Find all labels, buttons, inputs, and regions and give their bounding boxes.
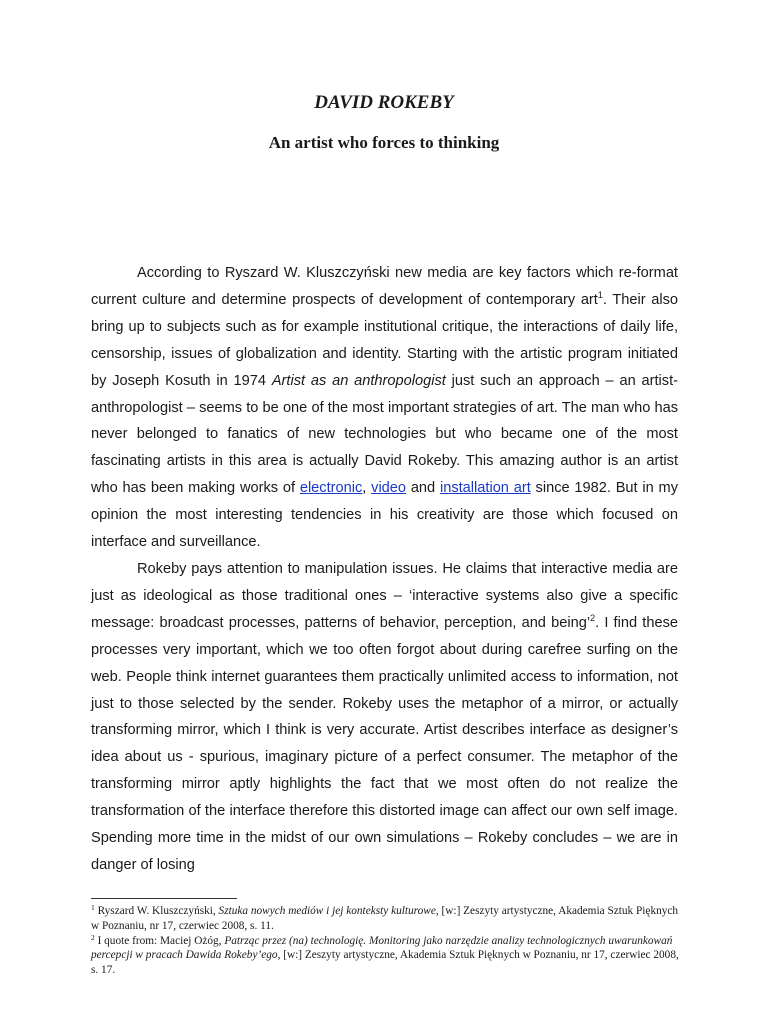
installation-art-link[interactable]: installation art [439, 480, 531, 497]
electronic-link[interactable]: electronic [299, 480, 363, 497]
paragraph-1-text: just such an approach – an artist-anthropologist – seems to be one of the most important strategies of art. The man who has never belonged to fanatics of new technologies but who became one of the most fascinating artists in this area is actually David Rokeby. This amazing author is an artist who has been making works of [91, 372, 678, 497]
body-text [91, 260, 678, 879]
separator-text: , [362, 480, 372, 497]
footnote-italic-title: Patrząc przez (na) technologię. Monitoring jako narzędzie analizy technologicznych uwarunkowań percepcji w pracach Dawida Rokeby’ego [91, 934, 673, 962]
footnote-text: , [w:] Zeszyty artystyczne, Akademia Sztuk Pięknych w Poznaniu, nr 17, czerwiec 2008, s. 17. [91, 949, 679, 977]
footnote-2 [91, 934, 681, 978]
footnote-ref-1: 1 [597, 289, 603, 300]
paragraph-1 [91, 260, 678, 556]
separator-text: and [406, 480, 440, 497]
footnote-ref-2: 2 [590, 612, 596, 623]
paragraph-2-text: . I find these processes very important, which we too often forgot about during carefree surfing on the web. People think internet guarantees them practically unlimited access to information, not just to those selected by the sender. Rokeby uses the metaphor of a mirror, or actually transforming mirror, which I think is very accurate. Artist describes interface as designer’s idea about us - spurious, imaginary picture of a perfect consumer. The metaphor of the transforming mirror aptly highlights the fact that we most often do not realize the transformation of the interface therefore this distorted image can affect our own self image. Spending more time in the midst of our own simulations – Rokeby concludes – we are in danger of losing [91, 614, 678, 873]
footnote-text: , [w:] Zeszyty artystyczne, Akademia Sztuk Pięknych w Poznaniu, nr 17, czerwiec 2008, s. 11. [91, 905, 679, 932]
document-title: DAVID ROKEBY [314, 92, 454, 113]
footnote-separator [91, 898, 237, 899]
paragraph-1-text: since 1982. But in my opinion the most interesting tendencies in his creativity are those which focused on interface and surveillance. [91, 480, 678, 551]
document-subtitle: An artist who forces to thinking [268, 133, 500, 152]
footnote-text: Ryszard W. Kluszczyński, [94, 905, 219, 917]
footnote-number: 1 [91, 903, 95, 912]
footnote-number: 2 [91, 932, 95, 942]
paragraph-2-text: Rokeby pays attention to manipulation issues. He claims that interactive media are just as ideological as those traditional ones – ‘interactive systems also give a specific message: broadcast processes, patterns of behavior, perception, and being’ [91, 560, 678, 631]
paragraph-1-text: According to Ryszard W. Kluszczyński new media are key factors which re-format current culture and determine prospects of development of contemporary art [91, 265, 678, 308]
paragraph-1-text: . Their also bring up to subjects such as for example institutional critique, the interactions of daily life, censorship, issues of globalization and identity. Starting with the artistic program initiated by Joseph Kosuth in 1974 [91, 291, 679, 389]
paragraph-2 [91, 556, 678, 879]
footnote-italic-title: Sztuka nowych mediów i jej konteksty kulturowe [218, 905, 436, 917]
italic-title: Artist as an anthropologist [271, 372, 446, 389]
footnotes [91, 904, 681, 978]
video-link[interactable]: video [371, 480, 407, 497]
footnote-1 [91, 904, 681, 934]
footnote-text: I quote from: Maciej Ożóg, [94, 934, 225, 947]
